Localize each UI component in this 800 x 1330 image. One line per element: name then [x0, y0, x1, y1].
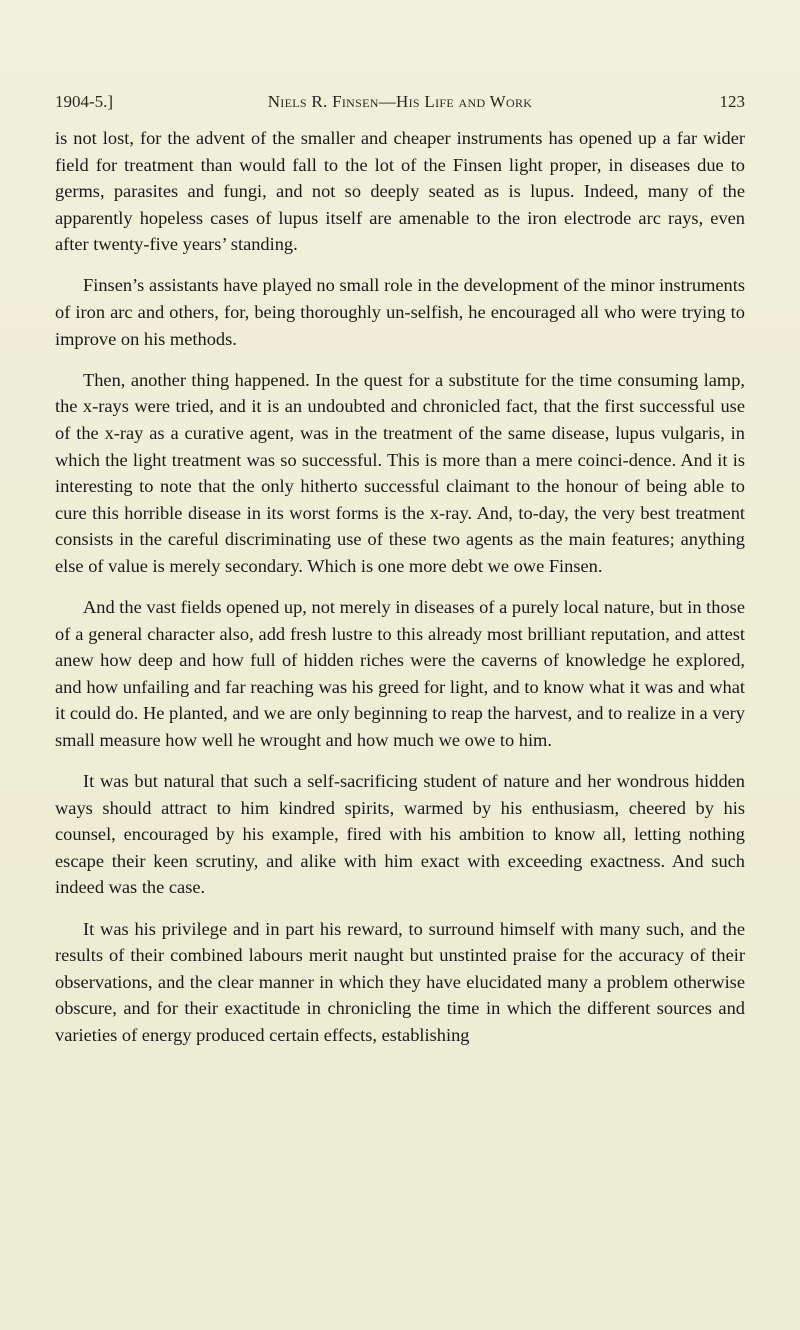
paragraph-x-rays: Then, another thing happened. In the quest for a substitute for the time consuming lamp, the x-rays were tried, and it is an undoubted and chronicled fact, that the first successful use of the x-ray as a curative agent, was in the treatment of the same disease, lupus vulgaris, in which the light treatment was so successful. This is more than a mere coinci-dence. And it is interesting to note that the only hitherto successful claimant to the honour of being able to cure this horrible disease in its worst forms is the x-ray. And, to-day, the very best treatment consists in the careful discriminating use of these two agents as the main features; anything else of value is merely secondary. Which is one more debt we owe Finsen. — [55, 369, 745, 576]
paragraph-continuation: is not lost, for the advent of the smaller and cheaper instruments has opened up a far wider field for treatment than would fall to the lot of the Finsen light proper, in diseases due to germs, parasites and fungi, and not so deeply seated as is lupus. Indeed, many of the apparently hopeless cases of lupus itself are amenable to the iron electrode arc rays, even after twenty-five years’ standing. — [55, 128, 745, 255]
body-text — [55, 125, 745, 1063]
page-number: 123 — [719, 92, 745, 111]
running-header — [55, 92, 745, 116]
paragraph-vast-fields: And the vast fields opened up, not merely in diseases of a purely local nature, but in those of a general character also, add fresh lustre to this already most brilliant reputation, and attest anew how deep and how full of hidden riches were the caverns of knowledge he explored, and how unfailing and far reaching was his greed for light, and to know what it was and what it could do. He planted, and we are only beginning to reap the harvest, and to realize in a very small measure how well he wrought and how much we owe to him. — [55, 597, 745, 750]
header-date: 1904-5.] — [55, 92, 114, 111]
paragraph-privilege: It was his privilege and in part his reward, to surround himself with many such, and the results of their combined labours merit naught but unstinted praise for the accuracy of their observations, and the clear manner in which they have elucidated many a problem otherwise obscure, and for their exactitude in chronicling the time in which the different sources and varieties of energy produced certain effects, establishing — [55, 918, 745, 1045]
header-title: Niels R. Finsen—His Life and Work — [267, 92, 533, 111]
paragraph-assistants: Finsen’s assistants have played no small role in the development of the minor instruments of iron arc and others, for, being thoroughly un-selfish, he encouraged all who were trying to improve on his methods. — [55, 275, 745, 349]
paragraph-kindred-spirits: It was but natural that such a self-sacrificing student of nature and her wondrous hidden ways should attract to him kindred spirits, warmed by his enthusiasm, cheered by his counsel, encouraged by his example, fired with his ambition to know all, letting nothing escape their keen scrutiny, and alike with him exact with exceeding exactness. And such indeed was the case. — [55, 771, 745, 898]
